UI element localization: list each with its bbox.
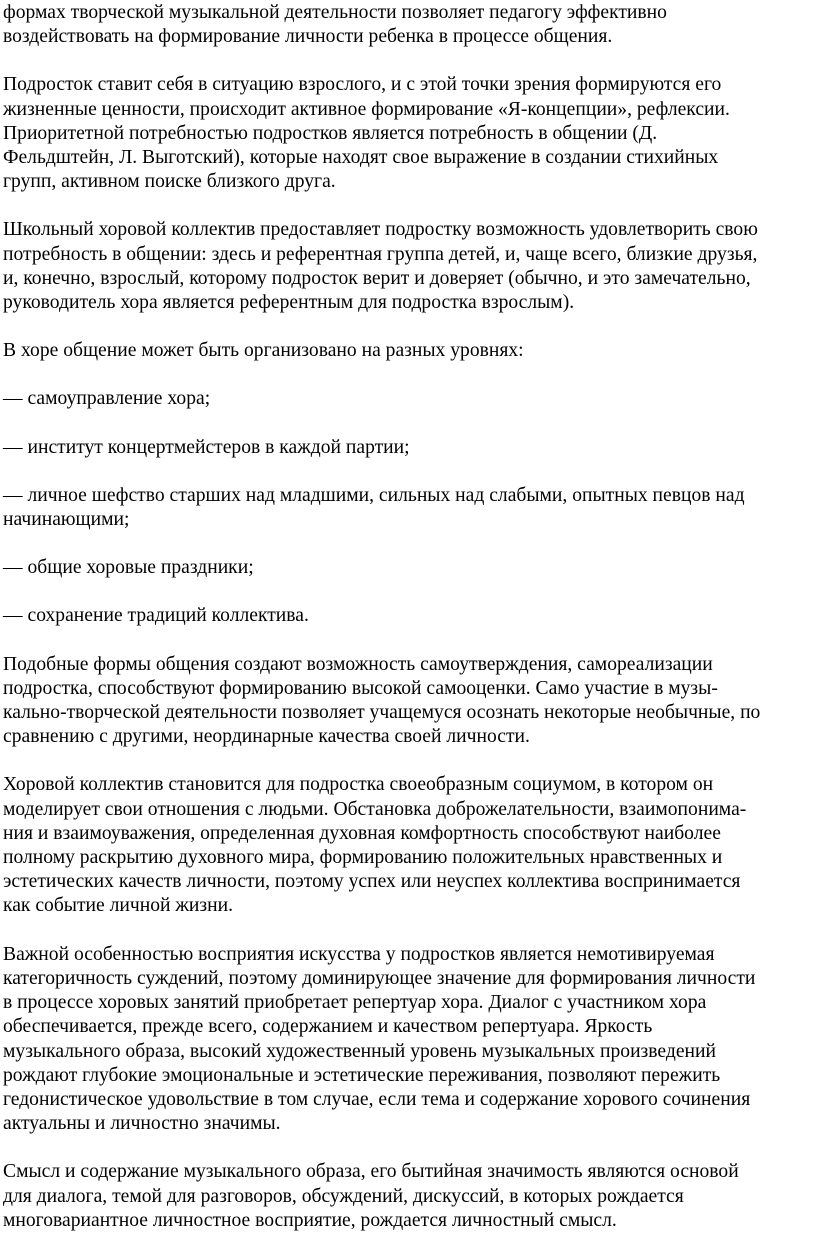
list-item-choir-holidays: — общие хоровые праздники; bbox=[3, 557, 254, 579]
paragraph-repertoire-importance: Важной особенностью восприятия искусства у подростков является немотивируемая категоричность суждений, поэтому доминирующее значение для формирования личности в процессе хоровых занятий приобретает репертуар хора. Диалог с участником хора обеспечивается, прежде всего, содержанием и качеством репертуара. Яркость музыкального образа, высокий художественный уровень музыкальных произведений рождают глубокие эмоциональные и эстетические переживания, позволяют пережить гедонистическое удовольствие в том случае, если тема и содержание хорового сочинения актуальны и личностно значимы. bbox=[3, 943, 756, 1135]
list-item-concertmasters: — институт концертмейстеров в каждой партии; bbox=[3, 436, 410, 458]
list-item-mentorship: — личное шефство старших над младшими, сильных над слабыми, опытных певцов над начинающими; bbox=[3, 484, 745, 531]
paragraph-communication-levels-intro: В хоре общение может быть организовано на разных уровнях: bbox=[3, 340, 524, 362]
list-item-traditions: — сохранение традиций коллектива. bbox=[3, 605, 309, 627]
paragraph-choir-as-society: Хоровой коллектив становится для подростка своеобразным социумом, в котором он моделирует свои отношения с людьми. Обстановка доброжелательности, взаимопонима- ния и взаимоуважения, определенная духовная комфортность способствуют наиболее полному раскрытию духовного мира, формированию положительных нравственных и эстетических качеств личности, поэтому успех или неуспех коллектива воспринимается как событие личной жизни. bbox=[3, 774, 747, 917]
paragraph-school-choir-collective: Школьный хоровой коллектив предоставляет подростку возможность удовлетворить свою потребность в общении: здесь и референтная группа детей, и, чаще всего, близкие друзья, и, конечно, взрослый, которому подросток верит и доверяет (обычно, и это замечательно, руководитель хора является референтным для подростка взрослым). bbox=[3, 219, 758, 314]
paragraph-musical-image-meaning: Смысл и содержание музыкального образа, его бытийная значимость являются основой для диалога, темой для разговоров, обсуждений, дискуссий, в которых рождается многовариантное личностное восприятие, рождается личностный смысл. bbox=[3, 1161, 739, 1231]
list-item-self-government: — самоуправление хора; bbox=[3, 388, 211, 410]
paragraph-intro-continuation: формах творческой музыкальной деятельности позволяет педагогу эффективно воздействовать на формирование личности ребенка в процессе общения. bbox=[3, 2, 667, 48]
paragraph-forms-of-communication: Подобные формы общения создают возможность самоутверждения, самореализации подростка, способствуют формированию высокой самооценки. Само участие в музы- кально-творческой деятельности позволяет учащемуся осознать некоторые необычные, по сравнению с другими, неординарные качества своей личности. bbox=[3, 653, 761, 748]
paragraph-adolescent-adult-situation: Подросток ставит себя в ситуацию взрослого, и с этой точки зрения формируются его жизненные ценности, происходит активное формирование «Я-концепции», рефлексии. Приоритетной потребностью подростков является потребность в общении (Д. Фельдштейн, Л. Выготский), которые находят свое выражение в создании стихийных групп, активном поиске близкого друга. bbox=[3, 74, 730, 193]
